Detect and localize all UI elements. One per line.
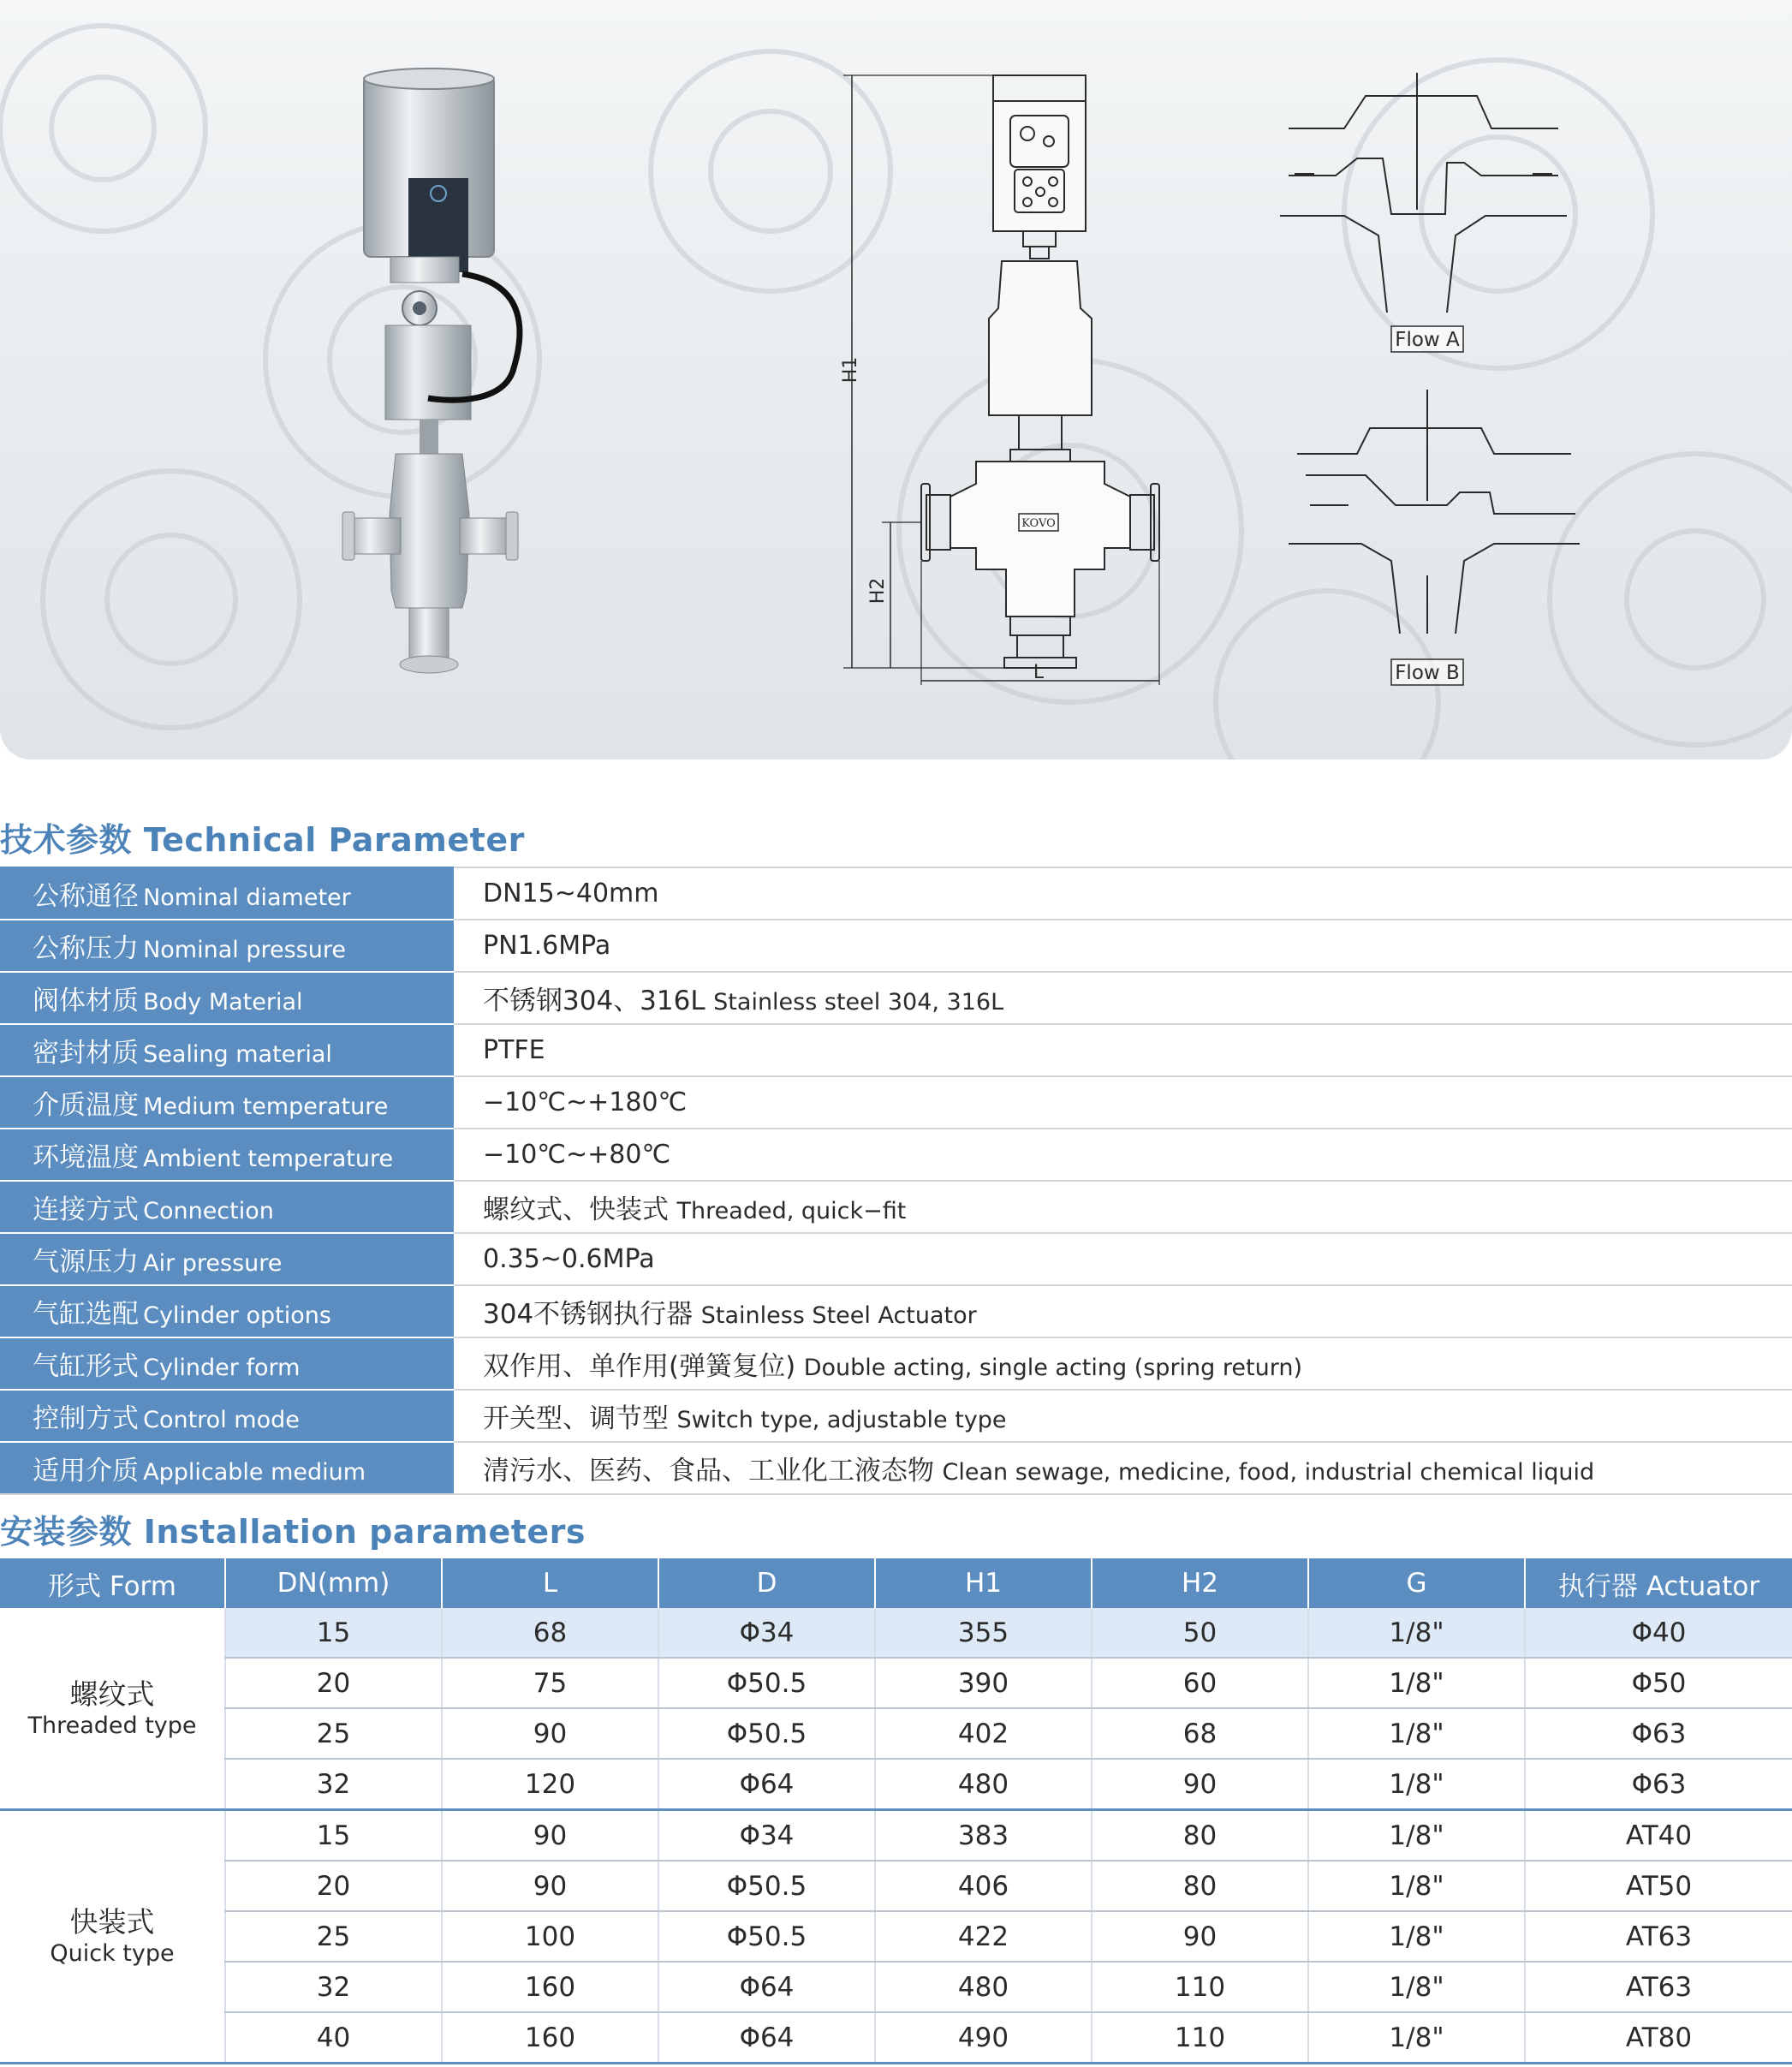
tech-label: [0, 920, 454, 972]
table-cell: 15: [225, 1608, 442, 1658]
table-row: [0, 1759, 1792, 1810]
table-cell: 90: [442, 1810, 658, 1861]
label-cn: 介质温度: [33, 1090, 139, 1121]
form-name-en: Threaded type: [27, 1712, 197, 1739]
value-en: −10℃~+80℃: [483, 1140, 671, 1170]
value-cn: 清污水、医药、食品、工业化工液态物: [483, 1456, 934, 1486]
table-cell: 90: [442, 1708, 658, 1759]
hero-illustration: [0, 0, 1792, 759]
table-cell: 40: [225, 2012, 442, 2064]
label-cn: 气源压力: [33, 1247, 139, 1278]
table-cell: AT63: [1525, 1911, 1792, 1962]
tech-value: [454, 1337, 1792, 1390]
tech-row: [0, 1442, 1792, 1494]
label-cn: 气缸选配: [33, 1299, 139, 1330]
valve-photo: [342, 69, 520, 673]
table-cell: 60: [1092, 1658, 1308, 1708]
table-cell: Φ50.5: [658, 1658, 875, 1708]
label-cn: 环境温度: [33, 1142, 139, 1173]
tech-row: [0, 1129, 1792, 1181]
value-en: −10℃~+180℃: [483, 1087, 688, 1117]
table-cell: 355: [875, 1608, 1092, 1658]
value-cn: 双作用、单作用(弹簧复位): [483, 1351, 796, 1382]
table-cell: AT80: [1525, 2012, 1792, 2064]
technical-parameter-table: [0, 867, 1792, 1495]
value-cn: 不锈钢304、316L: [483, 986, 705, 1016]
table-cell: 15: [225, 1810, 442, 1861]
label-cn: 气缸形式: [33, 1351, 139, 1382]
installation-parameter-table: [0, 1558, 1792, 2064]
flow-b-diagram: [1289, 390, 1580, 634]
tech-row: [0, 1024, 1792, 1076]
tech-row: [0, 1181, 1792, 1233]
table-cell: 90: [442, 1861, 658, 1911]
table-cell: 20: [225, 1658, 442, 1708]
tech-label: [0, 1390, 454, 1442]
label-cn: 阀体材质: [33, 986, 139, 1016]
table-cell: 1/8": [1308, 2012, 1525, 2064]
column-header: H2: [1092, 1558, 1308, 1608]
table-cell: Φ64: [658, 1962, 875, 2012]
value-en: PN1.6MPa: [483, 931, 611, 961]
column-header: 形式 Form: [0, 1558, 225, 1608]
table-cell: 80: [1092, 1810, 1308, 1861]
column-header: H1: [875, 1558, 1092, 1608]
table-cell: 1/8": [1308, 1708, 1525, 1759]
label-en: Control mode: [143, 1407, 300, 1433]
table-cell: 406: [875, 1861, 1092, 1911]
table-cell: 160: [442, 2012, 658, 2064]
table-cell: 75: [442, 1658, 658, 1708]
tech-row: [0, 1337, 1792, 1390]
table-cell: 160: [442, 1962, 658, 2012]
value-en: 0.35~0.6MPa: [483, 1244, 655, 1274]
column-header: G: [1308, 1558, 1525, 1608]
table-cell: 90: [1092, 1759, 1308, 1810]
label-cn: 公称压力: [33, 933, 139, 964]
tech-label: [0, 1076, 454, 1129]
label-en: Nominal diameter: [143, 885, 351, 911]
flow-a-label: Flow A: [1395, 329, 1460, 351]
table-cell: AT50: [1525, 1861, 1792, 1911]
label-en: Connection: [143, 1198, 274, 1224]
form-type-cell: [0, 1810, 225, 2064]
table-cell: 68: [442, 1608, 658, 1658]
table-cell: 110: [1092, 2012, 1308, 2064]
label-en: Nominal pressure: [143, 937, 346, 963]
value-en: Clean sewage, medicine, food, industrial chemical liquid: [942, 1459, 1595, 1486]
table-cell: 80: [1092, 1861, 1308, 1911]
table-cell: 1/8": [1308, 1861, 1525, 1911]
table-cell: Φ50.5: [658, 1861, 875, 1911]
value-en: Double acting, single acting (spring return): [803, 1355, 1302, 1381]
tech-label: [0, 1285, 454, 1337]
tech-value: [454, 1181, 1792, 1233]
value-en: Switch type, adjustable type: [676, 1407, 1007, 1433]
value-en: Stainless Steel Actuator: [700, 1302, 977, 1329]
table-cell: 1/8": [1308, 1810, 1525, 1861]
table-cell: 422: [875, 1911, 1092, 1962]
table-cell: Φ50.5: [658, 1911, 875, 1962]
table-cell: 1/8": [1308, 1759, 1525, 1810]
tech-label: [0, 1024, 454, 1076]
column-header: L: [442, 1558, 658, 1608]
table-cell: 1/8": [1308, 1658, 1525, 1708]
label-cn: 密封材质: [33, 1038, 139, 1069]
table-cell: 120: [442, 1759, 658, 1810]
tech-value: [454, 1442, 1792, 1494]
table-cell: 25: [225, 1708, 442, 1759]
dim-label-h1: H1: [840, 356, 861, 384]
label-en: Applicable medium: [143, 1459, 366, 1486]
table-cell: Φ50.5: [658, 1708, 875, 1759]
tech-value: [454, 920, 1792, 972]
form-name-cn: 快装式: [69, 1905, 155, 1939]
value-cn: 304不锈钢执行器: [483, 1299, 694, 1330]
hero-banner: [0, 0, 1792, 759]
table-cell: 20: [225, 1861, 442, 1911]
column-header: 执行器 Actuator: [1525, 1558, 1792, 1608]
table-cell: 32: [225, 1759, 442, 1810]
table-cell: Φ63: [1525, 1708, 1792, 1759]
tech-row: [0, 1285, 1792, 1337]
table-row: [0, 1708, 1792, 1759]
tech-label: [0, 1129, 454, 1181]
table-cell: Φ34: [658, 1608, 875, 1658]
table-row: [0, 2012, 1792, 2064]
label-cn: 连接方式: [33, 1194, 139, 1225]
value-en: PTFE: [483, 1035, 545, 1065]
table-cell: 25: [225, 1911, 442, 1962]
value-cn: 开关型、调节型: [483, 1403, 669, 1434]
table-cell: Φ64: [658, 1759, 875, 1810]
form-type-cell: [0, 1608, 225, 1810]
dim-label-l: L: [1033, 662, 1045, 683]
tech-label: [0, 972, 454, 1024]
table-cell: 1/8": [1308, 1608, 1525, 1658]
table-cell: 90: [1092, 1911, 1308, 1962]
tech-value: [454, 1233, 1792, 1285]
form-name-cn: 螺纹式: [69, 1677, 155, 1711]
table-row: [0, 1810, 1792, 1861]
table-cell: Φ50: [1525, 1658, 1792, 1708]
table-cell: AT40: [1525, 1810, 1792, 1861]
value-en: DN15~40mm: [483, 879, 659, 908]
label-en: Cylinder options: [143, 1302, 331, 1329]
tech-row: [0, 1076, 1792, 1129]
tech-value: [454, 1024, 1792, 1076]
tech-label: [0, 1181, 454, 1233]
tech-value: [454, 867, 1792, 920]
tech-label: [0, 867, 454, 920]
label-en: Air pressure: [143, 1250, 283, 1277]
table-row: [0, 1658, 1792, 1708]
tech-label: [0, 1442, 454, 1494]
table-cell: 110: [1092, 1962, 1308, 2012]
table-cell: 100: [442, 1911, 658, 1962]
label-en: Ambient temperature: [143, 1146, 394, 1172]
table-row: [0, 1962, 1792, 2012]
table-cell: 480: [875, 1962, 1092, 2012]
value-en: Threaded, quick−fit: [676, 1198, 907, 1224]
label-en: Medium temperature: [143, 1093, 389, 1120]
tech-row: [0, 920, 1792, 972]
table-cell: 490: [875, 2012, 1092, 2064]
diagram-logo: KOVO: [1021, 517, 1056, 530]
label-cn: 适用介质: [33, 1456, 139, 1486]
table-cell: 1/8": [1308, 1911, 1525, 1962]
background-flanges: [0, 26, 1792, 759]
label-en: Sealing material: [143, 1041, 332, 1068]
tech-row: [0, 1390, 1792, 1442]
tech-value: [454, 1129, 1792, 1181]
table-cell: Φ63: [1525, 1759, 1792, 1810]
tech-label: [0, 1337, 454, 1390]
tech-row: [0, 972, 1792, 1024]
flow-b-label: Flow B: [1395, 662, 1460, 684]
table-cell: Φ40: [1525, 1608, 1792, 1658]
table-cell: Φ64: [658, 2012, 875, 2064]
tech-row: [0, 867, 1792, 920]
dim-label-h2: H2: [867, 577, 889, 605]
table-cell: 480: [875, 1759, 1092, 1810]
tech-row: [0, 1233, 1792, 1285]
value-en: Stainless steel 304, 316L: [713, 989, 1004, 1016]
tech-label: [0, 1233, 454, 1285]
value-cn: 螺纹式、快装式: [483, 1194, 669, 1225]
column-header: D: [658, 1558, 875, 1608]
label-cn: 公称通径: [33, 881, 139, 912]
table-row: [0, 1911, 1792, 1962]
table-cell: 383: [875, 1810, 1092, 1861]
table-cell: 68: [1092, 1708, 1308, 1759]
installation-section-title: 安装参数 Installation parameters: [0, 1513, 586, 1551]
tech-value: [454, 1285, 1792, 1337]
label-cn: 控制方式: [33, 1403, 139, 1434]
table-cell: 390: [875, 1658, 1092, 1708]
table-cell: 32: [225, 1962, 442, 2012]
column-header: DN(mm): [225, 1558, 442, 1608]
table-row: [0, 1861, 1792, 1911]
table-cell: 402: [875, 1708, 1092, 1759]
table-cell: Φ34: [658, 1810, 875, 1861]
table-cell: 1/8": [1308, 1962, 1525, 2012]
technical-section-title: 技术参数 Technical Parameter: [0, 821, 525, 859]
label-en: Cylinder form: [143, 1355, 301, 1381]
tech-value: [454, 1076, 1792, 1129]
table-row: [0, 1608, 1792, 1658]
table-cell: 50: [1092, 1608, 1308, 1658]
tech-value: [454, 1390, 1792, 1442]
tech-value: [454, 972, 1792, 1024]
label-en: Body Material: [143, 989, 303, 1016]
table-cell: AT63: [1525, 1962, 1792, 2012]
form-name-en: Quick type: [50, 1940, 175, 1968]
